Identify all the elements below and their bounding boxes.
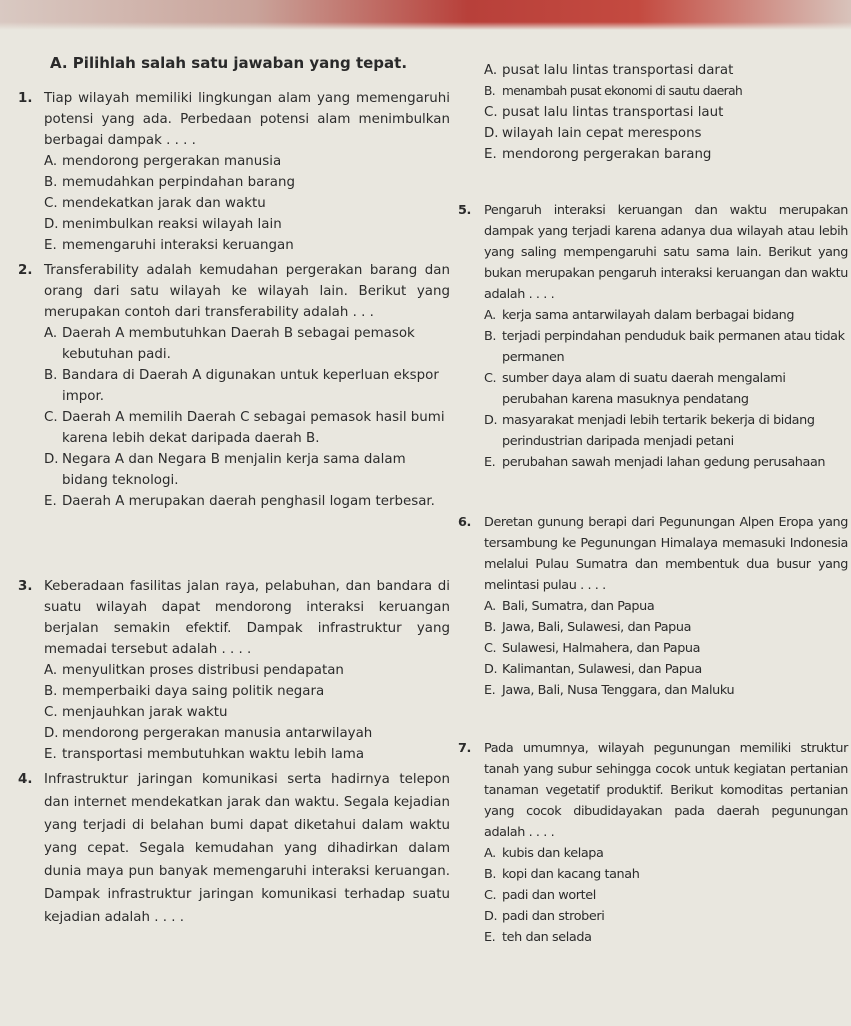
question-number: 6. bbox=[458, 515, 471, 530]
option-d[interactable]: D. mendorong pergerakan manusia antarwilayah bbox=[44, 726, 373, 741]
option-b[interactable]: B. memperbaiki daya saing politik negara bbox=[44, 684, 325, 699]
option-e[interactable]: E. teh dan selada bbox=[484, 930, 592, 945]
question-stem: Infrastruktur jaringan komunikasi serta hadirnya telepon dan internet mendekatkan jarak dan waktu. Segala kejadian yang terjadi di belahan bumi dapat diketahui dalam waktu yang cepat. Segala kemudahan yang dihadirkan dalam dunia maya pun banyak memengaruhi interaksi keruangan. Dampak infrastruktur jaringan komunikasi terhadap suatu kejadian adalah . . . . bbox=[44, 772, 450, 925]
option-b[interactable]: B. kopi dan kacang tanah bbox=[484, 867, 640, 882]
option-b[interactable]: B. terjadi perpindahan penduduk baik permanen atau tidak permanen bbox=[484, 329, 845, 365]
option-b[interactable]: B. menambah pusat ekonomi di sautu daerah bbox=[484, 84, 743, 98]
option-e[interactable]: E. perubahan sawah menjadi lahan gedung perusahaan bbox=[484, 455, 826, 470]
question-4 bbox=[18, 768, 450, 929]
option-d[interactable]: D. Kalimantan, Sulawesi, dan Papua bbox=[484, 662, 702, 677]
option-c[interactable]: C. Sulawesi, Halmahera, dan Papua bbox=[484, 641, 701, 656]
option-e[interactable]: E. mendorong pergerakan barang bbox=[484, 147, 712, 162]
option-c[interactable]: C. sumber daya alam di suatu daerah mengalami perubahan karena masuknya pendatang bbox=[484, 371, 786, 407]
option-b[interactable]: B. Bandara di Daerah A digunakan untuk keperluan ekspor impor. bbox=[44, 368, 439, 404]
question-stem: Pada umumnya, wilayah pegunungan memiliki struktur tanah yang subur sehingga cocok untuk kegiatan pertanian tanaman vegetatif produktif. Berikut komoditas pertanian yang cocok dibudidayakan pada daerah pegunungan adalah . . . . bbox=[484, 741, 848, 840]
option-a[interactable]: A. kubis dan kelapa bbox=[484, 846, 604, 861]
section-title: A. Pilihlah salah satu jawaban yang tepat. bbox=[50, 54, 408, 72]
option-e[interactable]: E. Daerah A merupakan daerah penghasil logam terbesar. bbox=[44, 494, 435, 509]
question-number: 2. bbox=[18, 263, 33, 278]
question-stem: Tiap wilayah memiliki lingkungan alam yang memengaruhi potensi yang ada. Perbedaan potensi alam menimbulkan berbagai dampak . . . . bbox=[44, 91, 450, 148]
question-1 bbox=[18, 88, 450, 256]
question-number: 3. bbox=[18, 579, 33, 594]
question-stem: Pengaruh interaksi keruangan dan waktu merupakan dampak yang terjadi karena adanya dua wilayah atau lebih yang saling mempengaruhi satu sama lain. Berikut yang bukan merupakan pengaruh interaksi keruangan dan waktu adalah . . . . bbox=[484, 203, 848, 302]
question-number: 4. bbox=[18, 772, 33, 787]
question-7 bbox=[458, 738, 848, 948]
option-e[interactable]: E. memengaruhi interaksi keruangan bbox=[44, 238, 294, 253]
question-stem: Keberadaan fasilitas jalan raya, pelabuhan, dan bandara di suatu wilayah dapat mendorong interaksi keruangan berjalan semakin efektif. Dampak infrastruktur yang memadai tersebut adalah . . . . bbox=[44, 579, 450, 657]
option-d[interactable]: D. wilayah lain cepat merespons bbox=[484, 126, 702, 141]
option-a[interactable]: A. kerja sama antarwilayah dalam berbagai bidang bbox=[484, 308, 795, 323]
option-c[interactable]: C. pusat lalu lintas transportasi laut bbox=[484, 105, 724, 120]
question-stem: Deretan gunung berapi dari Pegunungan Alpen Eropa yang tersambung ke Pegunungan Himalaya memasuki Indonesia melalui Pulau Sumatra dan membentuk dua busur yang melintasi pulau . . . . bbox=[484, 515, 848, 593]
option-d[interactable]: D. menimbulkan reaksi wilayah lain bbox=[44, 217, 282, 232]
question-number: 5. bbox=[458, 203, 471, 218]
option-b[interactable]: B. Jawa, Bali, Sulawesi, dan Papua bbox=[484, 620, 692, 635]
question-3 bbox=[18, 576, 450, 765]
question-number: 7. bbox=[458, 741, 471, 756]
question-stem: Transferability adalah kemudahan pergerakan barang dan orang dari satu wilayah ke wilayah lain. Berikut yang merupakan contoh dari transferability adalah . . . bbox=[44, 263, 450, 320]
option-c[interactable]: C. mendekatkan jarak dan waktu bbox=[44, 196, 266, 211]
question-4-options bbox=[458, 60, 848, 165]
option-a[interactable]: A. pusat lalu lintas transportasi darat bbox=[484, 63, 734, 78]
option-a[interactable]: A. mendorong pergerakan manusia bbox=[44, 154, 282, 169]
option-c[interactable]: C. Daerah A memilih Daerah C sebagai pemasok hasil bumi karena lebih dekat daripada daerah B. bbox=[44, 410, 445, 446]
option-e[interactable]: E. Jawa, Bali, Nusa Tenggara, dan Maluku bbox=[484, 683, 735, 698]
option-c[interactable]: C. padi dan wortel bbox=[484, 888, 596, 903]
option-a[interactable]: A. Bali, Sumatra, dan Papua bbox=[484, 599, 655, 614]
question-2 bbox=[18, 260, 450, 512]
option-c[interactable]: C. menjauhkan jarak waktu bbox=[44, 705, 228, 720]
option-b[interactable]: B. memudahkan perpindahan barang bbox=[44, 175, 295, 190]
option-a[interactable]: A. Daerah A membutuhkan Daerah B sebagai pemasok kebutuhan padi. bbox=[44, 326, 415, 362]
question-number: 1. bbox=[18, 91, 33, 106]
question-6 bbox=[458, 512, 848, 701]
option-a[interactable]: A. menyulitkan proses distribusi pendapatan bbox=[44, 663, 344, 678]
option-d[interactable]: D. Negara A dan Negara B menjalin kerja sama dalam bidang teknologi. bbox=[44, 452, 406, 488]
option-d[interactable]: D. padi dan stroberi bbox=[484, 909, 605, 924]
option-d[interactable]: D. masyarakat menjadi lebih tertarik bekerja di bidang perindustrian daripada menjadi petani bbox=[484, 413, 815, 449]
option-e[interactable]: E. transportasi membutuhkan waktu lebih lama bbox=[44, 747, 365, 762]
question-5 bbox=[458, 200, 848, 473]
